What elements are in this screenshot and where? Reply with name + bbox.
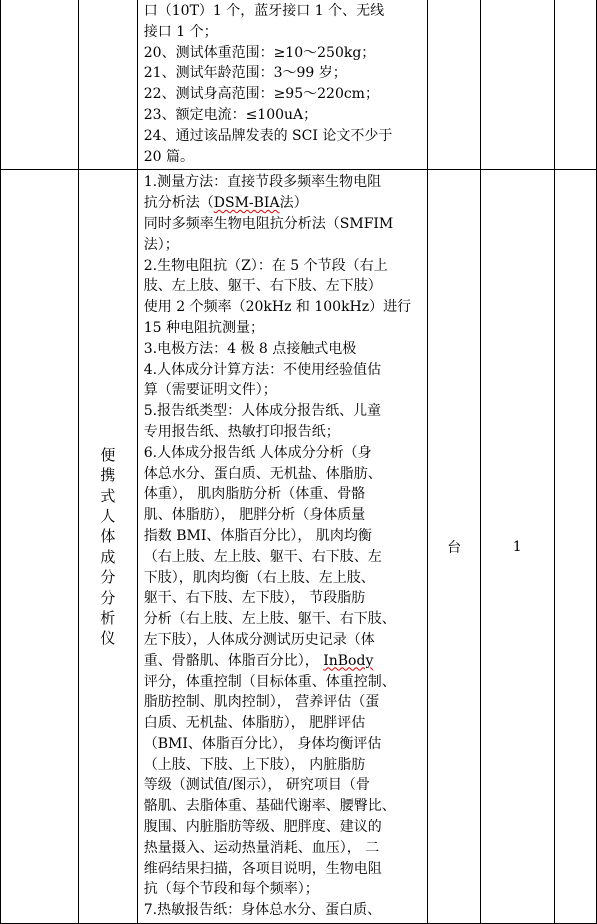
spec-line: 热量摄入、运动热量消耗、血压）， 二 xyxy=(143,839,380,856)
item-name: 便携式人体成分分析仪 xyxy=(100,445,116,648)
spec-line: 23、额定电流：≤100uA； xyxy=(143,106,318,123)
spec-line: 6.人体成分报告纸 人体成分分析（身 xyxy=(143,444,372,461)
unit-cell xyxy=(428,0,481,170)
spec-line: 维码结果扫描，各项目说明，生物电阻 xyxy=(143,860,382,877)
spec-line: 21、测试年龄范围：3～99 岁； xyxy=(143,65,347,82)
spec-line: 算（需要证明文件）； xyxy=(143,382,277,399)
spec-line: 骼肌、去脂体重、基础代谢率、腰臀比、 xyxy=(143,798,396,815)
spec-line: 3.电极方法：4 极 8 点接触式电极 xyxy=(143,340,357,357)
spec-line: 评分，体重控制（目标体重、体重控制、 xyxy=(143,673,396,690)
spellcheck-underlined-word: DSM-BIA xyxy=(213,195,280,212)
spec-line: 口（10T）1 个，蓝牙接口 1 个、无线 xyxy=(143,3,385,19)
remark-cell xyxy=(554,0,597,170)
quantity-cell xyxy=(480,0,554,170)
spec-line: 1.测量方法：直接节段多频率生物电阻 xyxy=(143,174,382,191)
spec-line: （右上肢、左上肢、躯干、右下肢、左 xyxy=(143,548,382,565)
spec-line: 7.热敏报告纸：身体总水分、蛋白质、 xyxy=(143,902,382,919)
spec-line: 同时多频率生物电阻抗分析法（SMFIM xyxy=(143,215,394,232)
spec-line: 20 篇。 xyxy=(143,148,195,165)
spec-line: 22、测试身高范围：≥95～220cm； xyxy=(143,86,379,103)
spec-line: 5.报告纸类型：人体成分报告纸、儿童 xyxy=(143,403,382,420)
index-cell xyxy=(1,0,79,170)
spec-line: 腹围、内脏脂肪等级、肥胖度、建议的 xyxy=(143,819,382,836)
spec-text: 抗分析法（ xyxy=(143,195,214,212)
spec-line: 体总水分、蛋白质、无机盐、体脂肪、 xyxy=(143,465,382,482)
spec-line: 使用 2 个频率（20kHz 和 100kHz）进行 xyxy=(143,299,412,316)
spec-line: 左下肢），人体成分测试历史记录（体 xyxy=(143,631,375,648)
spec-line: 白质、无机盐、体脂肪）， 肥胖评估 xyxy=(143,715,366,732)
spec-line: 肢、左上肢、躯干、右下肢、左下肢） xyxy=(143,278,382,295)
spec-line: 抗（每个节段和每个频率）； xyxy=(143,881,319,898)
spec-line: 2.生物电阻抗（Z）：在 5 个节段（右上 xyxy=(143,257,388,274)
table-row xyxy=(1,170,597,924)
unit-cell: 台 xyxy=(428,170,481,924)
spec-text: 重、骨骼肌、体脂百分比）， xyxy=(143,652,324,669)
spec-line: 脂肪控制、肌肉控制）， 营养评估（蛋 xyxy=(143,694,380,711)
spec-line: 肌、体脂肪）， 肥胖分析（身体质量 xyxy=(143,507,366,524)
index-cell xyxy=(1,170,79,924)
spec-line: 4.人体成分计算方法：不使用经验值估 xyxy=(143,361,382,378)
spec-line: （上肢、下肢、上下肢）， 内脏脂肪 xyxy=(143,756,366,773)
spec-line: 接口 1 个； xyxy=(143,23,218,40)
remark-cell xyxy=(554,170,597,924)
spec-cell xyxy=(137,170,428,924)
item-name-cell xyxy=(79,0,138,170)
spec-line: 15 种电阻抗测量； xyxy=(143,319,265,336)
spec-line: 24、通过该品牌发表的 SCI 论文不少于 xyxy=(143,127,393,144)
spec-cell xyxy=(137,0,428,170)
spec-line: 等级（测试值/图示）， 研究项目（骨 xyxy=(143,777,370,794)
spec-line: 下肢），肌肉均衡（右上肢、左上肢、 xyxy=(143,569,375,586)
spec-line xyxy=(144,193,424,214)
item-name-cell xyxy=(79,170,138,924)
spec-line: 20、测试体重范围：≥10～250kg； xyxy=(143,44,376,61)
spec-line xyxy=(144,651,424,672)
quantity-cell: 1 xyxy=(480,170,554,924)
spec-line: 专用报告纸、热敏打印报告纸； xyxy=(143,423,340,440)
spec-text: 法） xyxy=(279,195,308,212)
spec-line: 躯干、右下肢、左下肢）， 节段脂肪 xyxy=(143,590,366,607)
spec-line: 法）； xyxy=(143,236,179,253)
spec-line: （BMI、体脂百分比）， 身体均衡评估 xyxy=(143,735,382,752)
spellcheck-underlined-word: InBody xyxy=(323,652,374,669)
spec-line: 分析（右上肢、左上肢、躯干、右下肢、 xyxy=(143,611,396,628)
spec-line: 指数 BMI、体脂百分比）， 肌肉均衡 xyxy=(143,527,372,544)
spec-line: 体重）， 肌肉脂肪分析（体重、骨骼 xyxy=(143,486,366,503)
table-row xyxy=(1,0,597,170)
